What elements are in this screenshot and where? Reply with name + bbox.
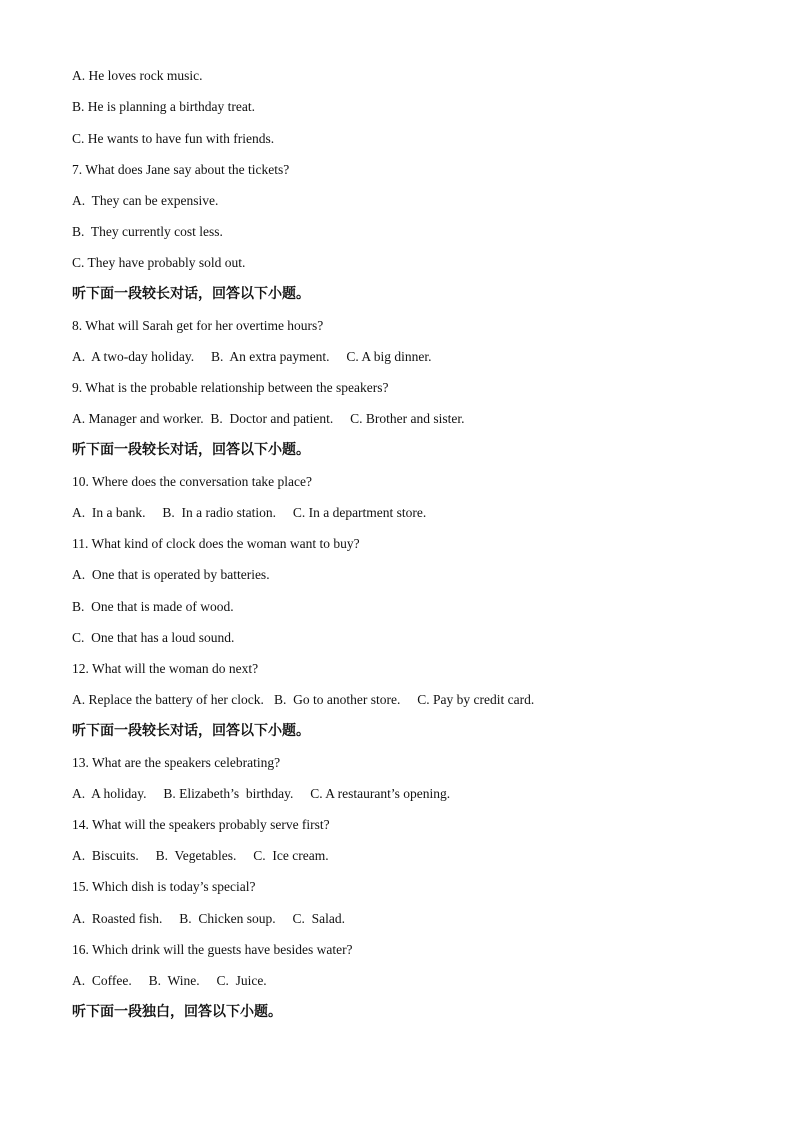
- answer-options-row: A. Coffee. B. Wine. C. Juice.: [72, 973, 267, 988]
- answer-option: A. They can be expensive.: [72, 193, 219, 208]
- section-heading: 听下面一段较长对话，回答以下小题。: [72, 723, 310, 739]
- answer-option: B. They currently cost less.: [72, 224, 223, 239]
- section-heading: 听下面一段独白，回答以下小题。: [72, 1004, 282, 1020]
- answer-options-row: A. Roasted fish. B. Chicken soup. C. Salad.: [72, 911, 345, 926]
- answer-options-row: A. A two-day holiday. B. An extra payment. C. A big dinner.: [72, 349, 432, 364]
- answer-option: C. He wants to have fun with friends.: [72, 131, 275, 146]
- answer-options-row: A. Replace the battery of her clock. B. Go to another store. C. Pay by credit card.: [72, 692, 535, 707]
- answer-options-row: A. In a bank. B. In a radio station. C. In a department store.: [72, 505, 427, 520]
- answer-options-row: A. Biscuits. B. Vegetables. C. Ice cream.: [72, 848, 329, 863]
- section-heading: 听下面一段较长对话，回答以下小题。: [72, 442, 310, 458]
- answer-option: C. One that has a loud sound.: [72, 630, 235, 645]
- question-text: 12. What will the woman do next?: [72, 661, 259, 676]
- question-text: 13. What are the speakers celebrating?: [72, 755, 281, 770]
- answer-option: B. One that is made of wood.: [72, 599, 234, 614]
- section-heading: 听下面一段较长对话，回答以下小题。: [72, 286, 310, 302]
- question-text: 10. Where does the conversation take place?: [72, 474, 313, 489]
- answer-options-row: A. A holiday. B. Elizabeth’s birthday. C. A restaurant’s opening.: [72, 786, 451, 801]
- question-text: 11. What kind of clock does the woman want to buy?: [72, 536, 360, 551]
- question-text: 7. What does Jane say about the tickets?: [72, 162, 290, 177]
- answer-options-row: A. Manager and worker. B. Doctor and patient. C. Brother and sister.: [72, 411, 465, 426]
- answer-option: C. They have probably sold out.: [72, 255, 246, 270]
- question-text: 9. What is the probable relationship between the speakers?: [72, 380, 389, 395]
- answer-option: A. He loves rock music.: [72, 68, 203, 83]
- question-text: 16. Which drink will the guests have besides water?: [72, 942, 353, 957]
- question-text: 14. What will the speakers probably serve first?: [72, 817, 330, 832]
- answer-option: B. He is planning a birthday treat.: [72, 99, 255, 114]
- answer-option: A. One that is operated by batteries.: [72, 567, 270, 582]
- question-text: 8. What will Sarah get for her overtime hours?: [72, 318, 324, 333]
- question-text: 15. Which dish is today’s special?: [72, 879, 256, 894]
